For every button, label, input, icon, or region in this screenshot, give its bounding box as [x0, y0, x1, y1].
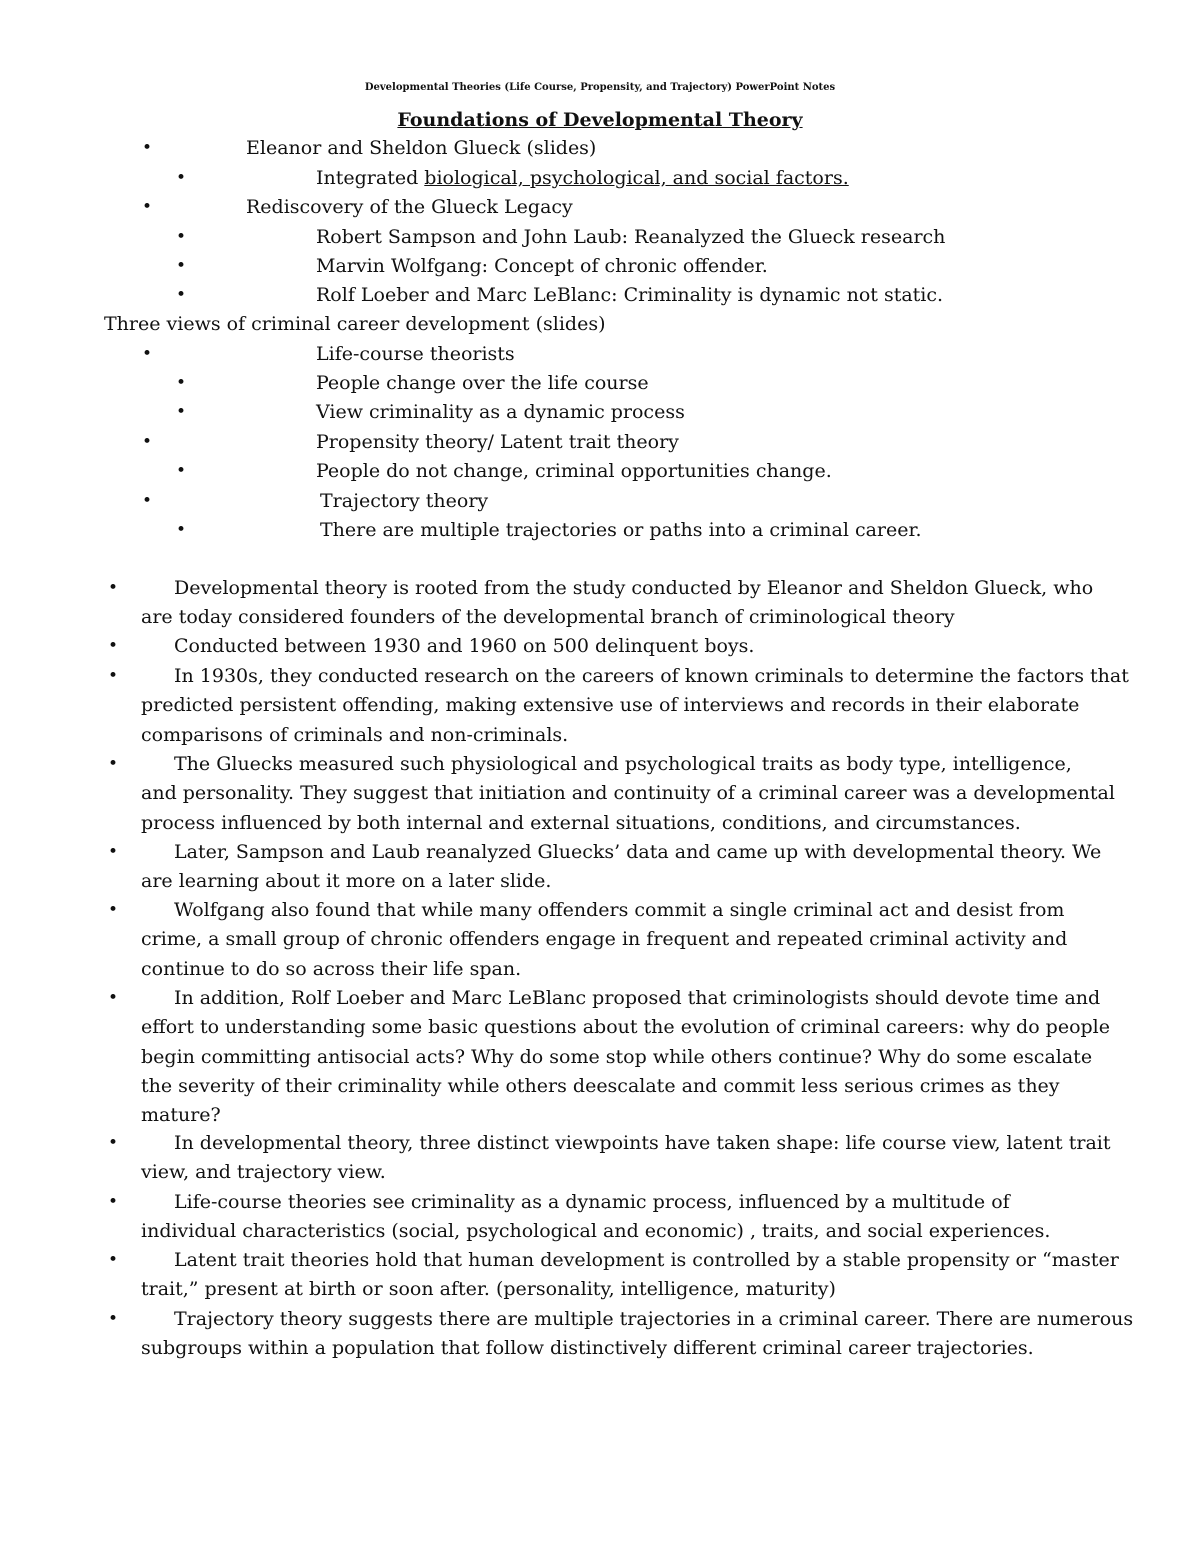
note-line: view, and trajectory view. [141, 1161, 386, 1183]
bullet: • [108, 842, 119, 862]
note-line: In developmental theory, three distinct viewpoints have taken shape: life course view, latent trait [174, 1132, 1111, 1154]
note-line: Later, Sampson and Laub reanalyzed Gluecks’ data and came up with developmental theory. We [174, 841, 1102, 863]
note-line: crime, a small group of chronic offenders engage in frequent and repeated criminal activity and [141, 928, 1068, 950]
outline-people-no-change: People do not change, criminal opportunities change. [316, 460, 832, 482]
note-line: are learning about it more on a later slide. [141, 870, 552, 892]
note-line: Life-course theories see criminality as a dynamic process, influenced by a multitude of [174, 1191, 1010, 1213]
integrated-factors: biological, psychological, and social factors. [424, 167, 849, 189]
bullet: • [176, 227, 187, 247]
bullet: • [176, 285, 187, 305]
note-line: Latent trait theories hold that human development is controlled by a stable propensity or “master [174, 1249, 1119, 1271]
bullet: • [108, 1133, 119, 1153]
bullet: • [176, 168, 187, 188]
bullet: • [108, 1309, 119, 1329]
section-heading: Foundations of Developmental Theory [397, 109, 803, 131]
note-line: Developmental theory is rooted from the study conducted by Eleanor and Sheldon Glueck, who [174, 577, 1094, 599]
page-title: Developmental Theories (Life Course, Propensity, and Trajectory) PowerPoint Notes [364, 82, 836, 93]
bullet: • [176, 402, 187, 422]
bullet: • [142, 491, 153, 511]
integrated-prefix: Integrated [316, 167, 425, 189]
outline-three-views: Three views of criminal career development (slides) [104, 313, 606, 335]
bullet: • [176, 373, 187, 393]
bullet: • [142, 344, 153, 364]
bullet: • [108, 1250, 119, 1270]
bullet: • [142, 432, 153, 452]
bullet: • [108, 666, 119, 686]
note-line: The Gluecks measured such physiological and psychological traits as body type, intelligence, [174, 753, 1072, 775]
note-line: individual characteristics (social, psychological and economic) , traits, and social experiences. [141, 1220, 1051, 1242]
outline-propensity: Propensity theory/ Latent trait theory [316, 431, 679, 453]
bullet: • [108, 900, 119, 920]
bullet: • [176, 520, 187, 540]
outline-wolfgang: Marvin Wolfgang: Concept of chronic offender. [316, 255, 768, 277]
bullet: • [108, 754, 119, 774]
note-line: In addition, Rolf Loeber and Marc LeBlanc proposed that criminologists should devote time and [174, 987, 1101, 1009]
outline-trajectory: Trajectory theory [320, 490, 489, 512]
note-line: effort to understanding some basic questions about the evolution of criminal careers: why do people [141, 1016, 1110, 1038]
bullet: • [142, 138, 153, 158]
outline-people-change: People change over the life course [316, 372, 649, 394]
note-line: are today considered founders of the developmental branch of criminological theory [141, 606, 955, 628]
outline-loeber: Rolf Loeber and Marc LeBlanc: Criminality is dynamic not static. [316, 284, 944, 306]
note-line: process influenced by both internal and external situations, conditions, and circumstances. [141, 812, 1021, 834]
note-line: begin committing antisocial acts? Why do some stop while others continue? Why do some escalate [141, 1046, 1093, 1068]
note-line: predicted persistent offending, making extensive use of interviews and records in their elaborate [141, 694, 1080, 716]
outline-integrated [316, 164, 849, 192]
outline-multiple-paths: There are multiple trajectories or paths into a criminal career. [320, 519, 922, 541]
bullet: • [176, 256, 187, 276]
bullet: • [108, 578, 119, 598]
note-line: and personality. They suggest that initiation and continuity of a criminal career was a developmental [141, 782, 1115, 804]
note-line: trait,” present at birth or soon after. (personality, intelligence, maturity) [141, 1278, 836, 1300]
bullet: • [108, 636, 119, 656]
outline-sampson-laub: Robert Sampson and John Laub: Reanalyzed the Glueck research [316, 226, 946, 248]
note-line: Wolfgang also found that while many offenders commit a single criminal act and desist from [174, 899, 1065, 921]
note-line: In 1930s, they conducted research on the careers of known criminals to determine the factors that [174, 665, 1129, 687]
bullet: • [108, 988, 119, 1008]
bullet: • [176, 461, 187, 481]
note-line: subgroups within a population that follow distinctively different criminal career trajectories. [141, 1337, 1034, 1359]
outline-life-course: Life-course theorists [316, 343, 515, 365]
outline-dynamic-process: View criminality as a dynamic process [316, 401, 685, 423]
outline-rediscovery: Rediscovery of the Glueck Legacy [246, 196, 573, 218]
outline-glueck: Eleanor and Sheldon Glueck (slides) [246, 137, 597, 159]
note-line: Trajectory theory suggests there are multiple trajectories in a criminal career. There are numerous [174, 1308, 1134, 1330]
bullet: • [142, 197, 153, 217]
note-line: mature? [141, 1104, 221, 1126]
note-line: continue to do so across their life span. [141, 958, 522, 980]
note-line: the severity of their criminality while others deescalate and commit less serious crimes as they [141, 1075, 1060, 1097]
note-line: comparisons of criminals and non-criminals. [141, 724, 569, 746]
bullet: • [108, 1192, 119, 1212]
note-line: Conducted between 1930 and 1960 on 500 delinquent boys. [174, 635, 755, 657]
